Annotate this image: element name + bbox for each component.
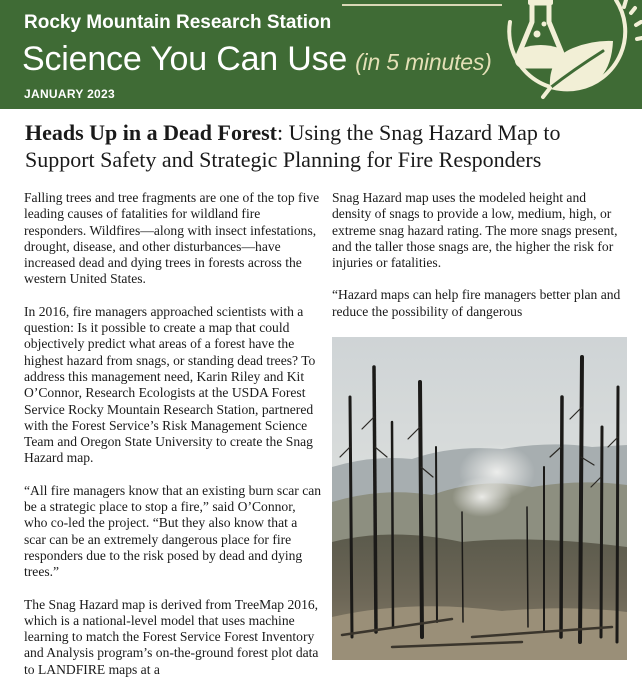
headline-lead: Heads Up in a Dead Forest (25, 120, 277, 145)
station-name: Rocky Mountain Research Station (24, 12, 332, 33)
article-headline (25, 119, 625, 173)
flask-leaf-icon (507, 0, 642, 109)
body-paragraph: Snag Hazard map uses the modeled height and density of snags to provide a low, medium, high, or extreme snag hazard rating. The more snags present, and the taller those snags are, the higher the risk for injuries or fatalities. (332, 190, 618, 271)
body-paragraph: In 2016, fire managers approached scientists with a question: Is it possible to create a map that could objectively predict what areas of a forest have the highest hazard from snags, or standing dead trees? To address this management need, Karin Riley and Kit O’Connor, Research Ecologists at the USDA Forest Service Rocky Mountain Research Station, partnered with the Forest Service’s Risk Management Science Team and Oregon State University to create the Snag Hazard map. (24, 303, 316, 466)
headline-rest: : Using the Snag Hazard Map to Support Safety and Strategic Planning for Fire Responders (25, 120, 561, 172)
series-subtitle: (in 5 minutes) (355, 49, 492, 75)
body-column-left (24, 190, 322, 678)
series-title (22, 40, 492, 79)
body-paragraph: “All fire managers know that an existing burn scar can be a strategic place to stop a fire,” said O’Connor, who co-led the project. “But they also know that a scar can be an extremely dangerous place for fire responders due to the risk posed by dead and dying trees.” (24, 482, 322, 580)
header-banner (0, 0, 642, 109)
body-paragraph: The Snag Hazard map is derived from TreeMap 2016, which is a national-level model that uses machine learning to match the Forest Service Forest Inventory and Analysis program’s on-the-ground forest plot data to LANDFIRE maps at a (24, 596, 319, 677)
body-paragraph: “Hazard maps can help fire managers better plan and reduce the possibility of dangerous (332, 287, 621, 319)
issue-date: JANUARY 2023 (24, 87, 115, 101)
header-divider (342, 4, 502, 6)
body-column-right (332, 190, 628, 320)
series-title-main: Science You Can Use (22, 40, 348, 78)
body-paragraph: Falling trees and tree fragments are one of the top five leading causes of fatalities for wildland fire responders. Wildfires—along with insect infestations, drought, disease, and other disturbances—have increased dead and dying trees in forests across the western United States. (24, 190, 320, 287)
burned-forest-photo (332, 337, 627, 660)
